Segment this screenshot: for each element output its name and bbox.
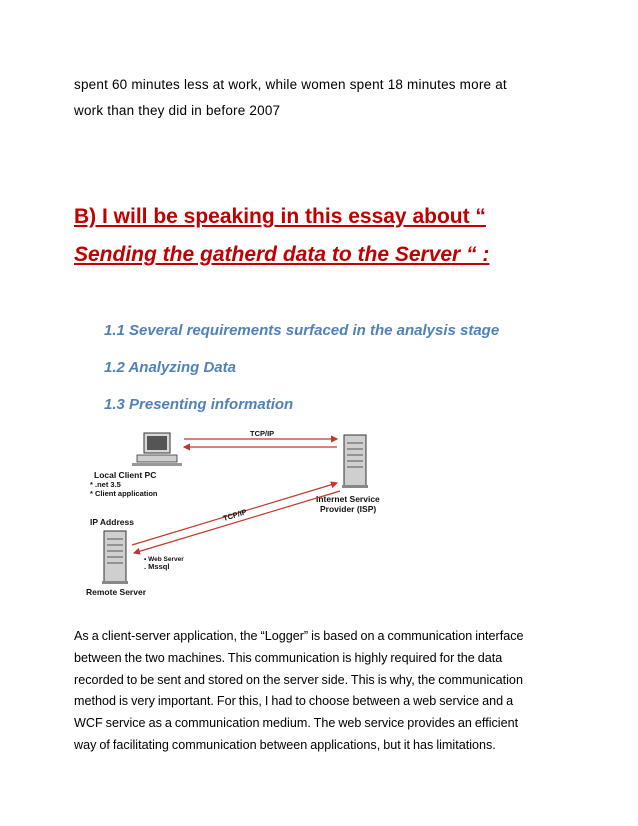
remote-server-icon xyxy=(102,531,128,584)
heading-line-1: B) I will be speaking in this essay about “ xyxy=(74,205,486,228)
body-line-1: As a client-server application, the “Logger” is based on a communication interface xyxy=(74,629,524,643)
local-item-2: * Client application xyxy=(90,489,158,498)
section-heading xyxy=(74,198,594,274)
isp-server-icon xyxy=(342,435,368,488)
remote-server-label: Remote Server xyxy=(86,587,147,597)
body-line-3: recorded to be sent and stored on the server side. This is why, the communication xyxy=(74,672,523,687)
network-diagram xyxy=(72,425,392,605)
body-line-6: way of facilitating communication between applications, but it has limitations. xyxy=(74,737,496,752)
subsection-1-1: 1.1 Several requirements surfaced in the analysis stage xyxy=(104,322,500,339)
heading-line-2: Sending the gatherd data to the Server “ : xyxy=(74,243,490,266)
body-line-2: between the two machines. This communication is highly required for the data xyxy=(74,650,503,665)
remote-item-2: . Mssql xyxy=(144,562,170,571)
intro-paragraph xyxy=(74,72,574,124)
subsection-1-2: 1.2 Analyzing Data xyxy=(104,359,236,376)
ip-address-label: IP Address xyxy=(90,517,134,527)
body-line-5: WCF service as a communication medium. The web service provides an efficient xyxy=(74,716,519,731)
isp-label-1: Internet Service xyxy=(316,494,380,504)
isp-label-2: Provider (ISP) xyxy=(320,504,377,514)
tcp-label-top: TCP/IP xyxy=(250,429,275,438)
subsection-1-3: 1.3 Presenting information xyxy=(104,396,294,413)
local-client-pc-icon xyxy=(132,433,182,466)
intro-line-2: work than they did in before 2007 xyxy=(74,103,281,118)
body-paragraph xyxy=(74,626,574,757)
tcp-label-diagonal: TCP/IP xyxy=(221,507,248,523)
intro-line-1: spent 60 minutes less at work, while women spent 18 minutes more at xyxy=(74,77,507,92)
remote-item-1: • Web Server xyxy=(144,556,184,563)
body-line-4: method is very important. For this, I had to choose between a web service and a xyxy=(74,694,514,709)
local-item-1: * .net 3.5 xyxy=(90,480,121,489)
local-pc-label: Local Client PC xyxy=(94,470,157,480)
